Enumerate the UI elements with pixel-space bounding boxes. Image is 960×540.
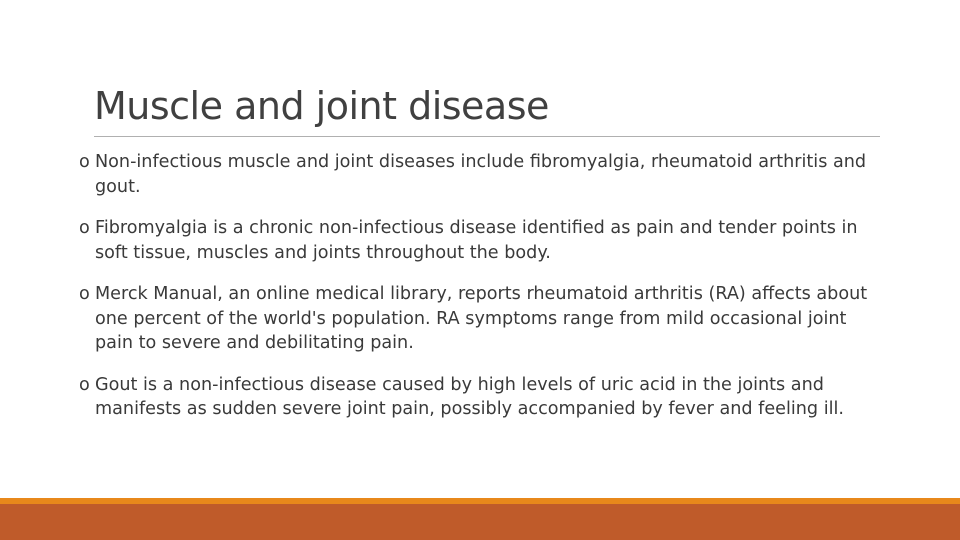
bullet-text: Merck Manual, an online medical library, reports rheumatoid arthritis (RA) affects about one percent of the world's population. RA symptoms range from mild occasional joint pain to severe and debilitating pain. <box>95 284 868 353</box>
bullet-list <box>79 150 879 439</box>
bullet-text: Non-infectious muscle and joint diseases include fibromyalgia, rheumatoid arthritis and gout. <box>95 152 867 197</box>
bullet-marker-icon: o <box>79 218 90 238</box>
bullet-marker-icon: o <box>79 152 90 172</box>
bullet-marker-icon: o <box>79 284 90 304</box>
bullet-item <box>79 373 879 422</box>
footer-band <box>0 504 960 540</box>
bullet-item <box>79 150 879 199</box>
bullet-marker-icon: o <box>79 374 90 395</box>
title-underline-divider <box>94 136 880 137</box>
bullet-text: Fibromyalgia is a chronic non-infectious disease identified as pain and tender points in soft tissue, muscles and joints throughout the body. <box>95 218 858 263</box>
bullet-item <box>79 282 879 356</box>
slide-title: Muscle and joint disease <box>94 84 549 128</box>
bullet-item <box>79 216 879 265</box>
bullet-text: Gout is a non-infectious disease caused by high levels of uric acid in the joints and manifests as sudden severe joint pain, possibly accompanied by fever and feeling ill. <box>95 374 844 419</box>
